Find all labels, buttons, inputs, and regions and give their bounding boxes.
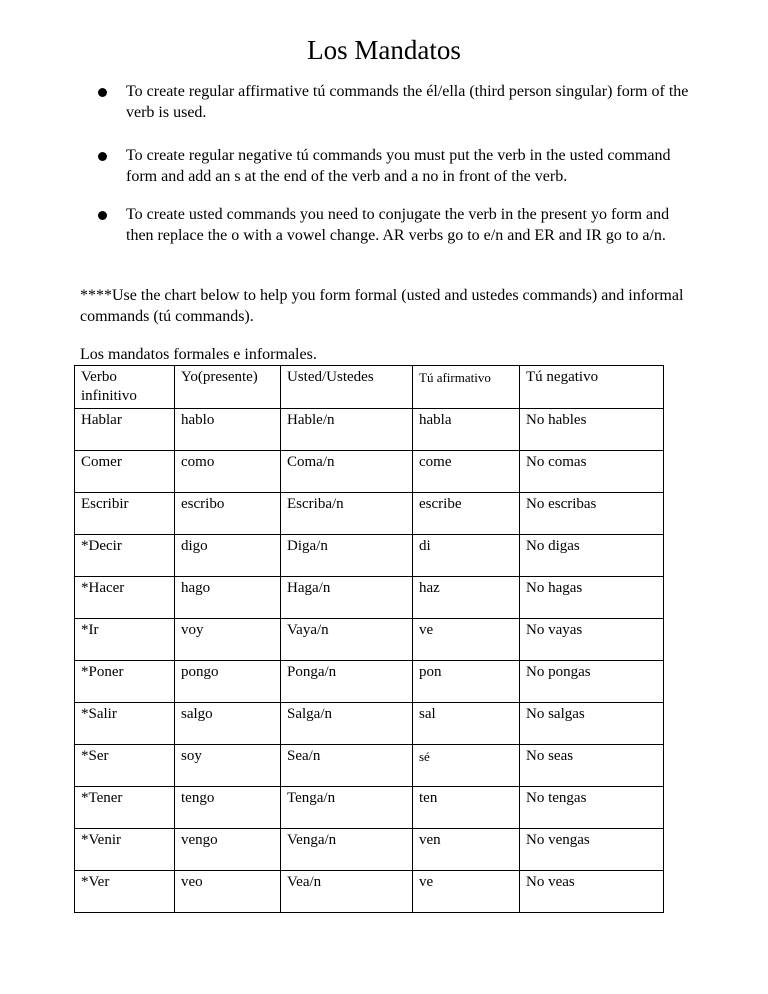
- header-tu-afirmativo: Tú afirmativo: [413, 366, 520, 409]
- table-cell: *Hacer: [75, 577, 175, 619]
- table-cell: como: [175, 451, 281, 493]
- table-cell: di: [413, 535, 520, 577]
- table-cell: No escribas: [520, 493, 664, 535]
- table-cell: Vea/n: [281, 871, 413, 913]
- table-row: [75, 577, 664, 619]
- table-cell: haz: [413, 577, 520, 619]
- table-row: [75, 535, 664, 577]
- table-cell: Escribir: [75, 493, 175, 535]
- table-cell: escribe: [413, 493, 520, 535]
- table-cell: Venga/n: [281, 829, 413, 871]
- table-cell: pon: [413, 661, 520, 703]
- table-cell: No tengas: [520, 787, 664, 829]
- table-cell: Coma/n: [281, 451, 413, 493]
- table-cell: ven: [413, 829, 520, 871]
- table-cell: *Ver: [75, 871, 175, 913]
- table-cell: sal: [413, 703, 520, 745]
- bullet-dot-icon: [98, 152, 107, 161]
- table-header-row: [75, 366, 664, 409]
- header-tu-negativo: Tú negativo: [520, 366, 664, 409]
- table-cell: Ponga/n: [281, 661, 413, 703]
- table-cell: ten: [413, 787, 520, 829]
- table-cell: *Ir: [75, 619, 175, 661]
- table-cell: tengo: [175, 787, 281, 829]
- table-cell: Hablar: [75, 409, 175, 451]
- table-cell: hablo: [175, 409, 281, 451]
- table-cell: digo: [175, 535, 281, 577]
- table-cell: *Ser: [75, 745, 175, 787]
- table-row: [75, 703, 664, 745]
- table-cell: Comer: [75, 451, 175, 493]
- bullet-text: To create regular affirmative tú commands the él/ella (third person singular) form of the verb is used.: [126, 83, 689, 121]
- table-row: [75, 787, 664, 829]
- table-cell: No hagas: [520, 577, 664, 619]
- table-cell: Vaya/n: [281, 619, 413, 661]
- table-cell: No salgas: [520, 703, 664, 745]
- bullet-text: To create usted commands you need to conjugate the verb in the present yo form and then replace the o with a vowel change. AR verbs go to e/n and ER and IR go to a/n.: [126, 206, 670, 244]
- header-yo-presente: Yo(presente): [175, 366, 281, 409]
- table-row: [75, 409, 664, 451]
- instruction-note: ****Use the chart below to help you form formal (usted and ustedes commands) and informal commands (tú commands).: [80, 287, 684, 325]
- table-body: [75, 409, 664, 913]
- table-cell: pongo: [175, 661, 281, 703]
- table-cell: No veas: [520, 871, 664, 913]
- header-usted-ustedes: Usted/Ustedes: [281, 366, 413, 409]
- table-cell: escribo: [175, 493, 281, 535]
- table-cell: No comas: [520, 451, 664, 493]
- table-cell: Tenga/n: [281, 787, 413, 829]
- bullet-dot-icon: [98, 88, 107, 97]
- table-row: [75, 871, 664, 913]
- table-cell: voy: [175, 619, 281, 661]
- table-row: [75, 745, 664, 787]
- table-cell: Escriba/n: [281, 493, 413, 535]
- table-cell: salgo: [175, 703, 281, 745]
- commands-table: [74, 365, 664, 913]
- table-cell: ve: [413, 619, 520, 661]
- table-cell: No vayas: [520, 619, 664, 661]
- bullet-dot-icon: [98, 211, 107, 220]
- table-cell: Hable/n: [281, 409, 413, 451]
- table-cell: No hables: [520, 409, 664, 451]
- table-cell: vengo: [175, 829, 281, 871]
- table-row: [75, 829, 664, 871]
- table-cell: Haga/n: [281, 577, 413, 619]
- table-cell: habla: [413, 409, 520, 451]
- table-row: [75, 619, 664, 661]
- table-cell: No seas: [520, 745, 664, 787]
- table-cell: soy: [175, 745, 281, 787]
- table-cell: veo: [175, 871, 281, 913]
- table-row: [75, 451, 664, 493]
- header-verbo-infinitivo: Verbo infinitivo: [75, 366, 175, 409]
- table-cell: *Venir: [75, 829, 175, 871]
- table-cell: No digas: [520, 535, 664, 577]
- table-cell: No pongas: [520, 661, 664, 703]
- table-row: [75, 493, 664, 535]
- table-cell: Salga/n: [281, 703, 413, 745]
- table-cell: come: [413, 451, 520, 493]
- table-cell: *Decir: [75, 535, 175, 577]
- table-cell: *Salir: [75, 703, 175, 745]
- table-caption: Los mandatos formales e informales.: [80, 346, 317, 363]
- table-cell: ve: [413, 871, 520, 913]
- bullet-text: To create regular negative tú commands you must put the verb in the usted command form and add an s at the end of the verb and a no in front of the verb.: [126, 147, 671, 185]
- table-cell: hago: [175, 577, 281, 619]
- table-cell: sé: [413, 745, 520, 787]
- table-cell: *Poner: [75, 661, 175, 703]
- table-cell: Sea/n: [281, 745, 413, 787]
- table-row: [75, 661, 664, 703]
- table-cell: Diga/n: [281, 535, 413, 577]
- page-title: Los Mandatos: [307, 35, 461, 65]
- table-cell: No vengas: [520, 829, 664, 871]
- table-cell: *Tener: [75, 787, 175, 829]
